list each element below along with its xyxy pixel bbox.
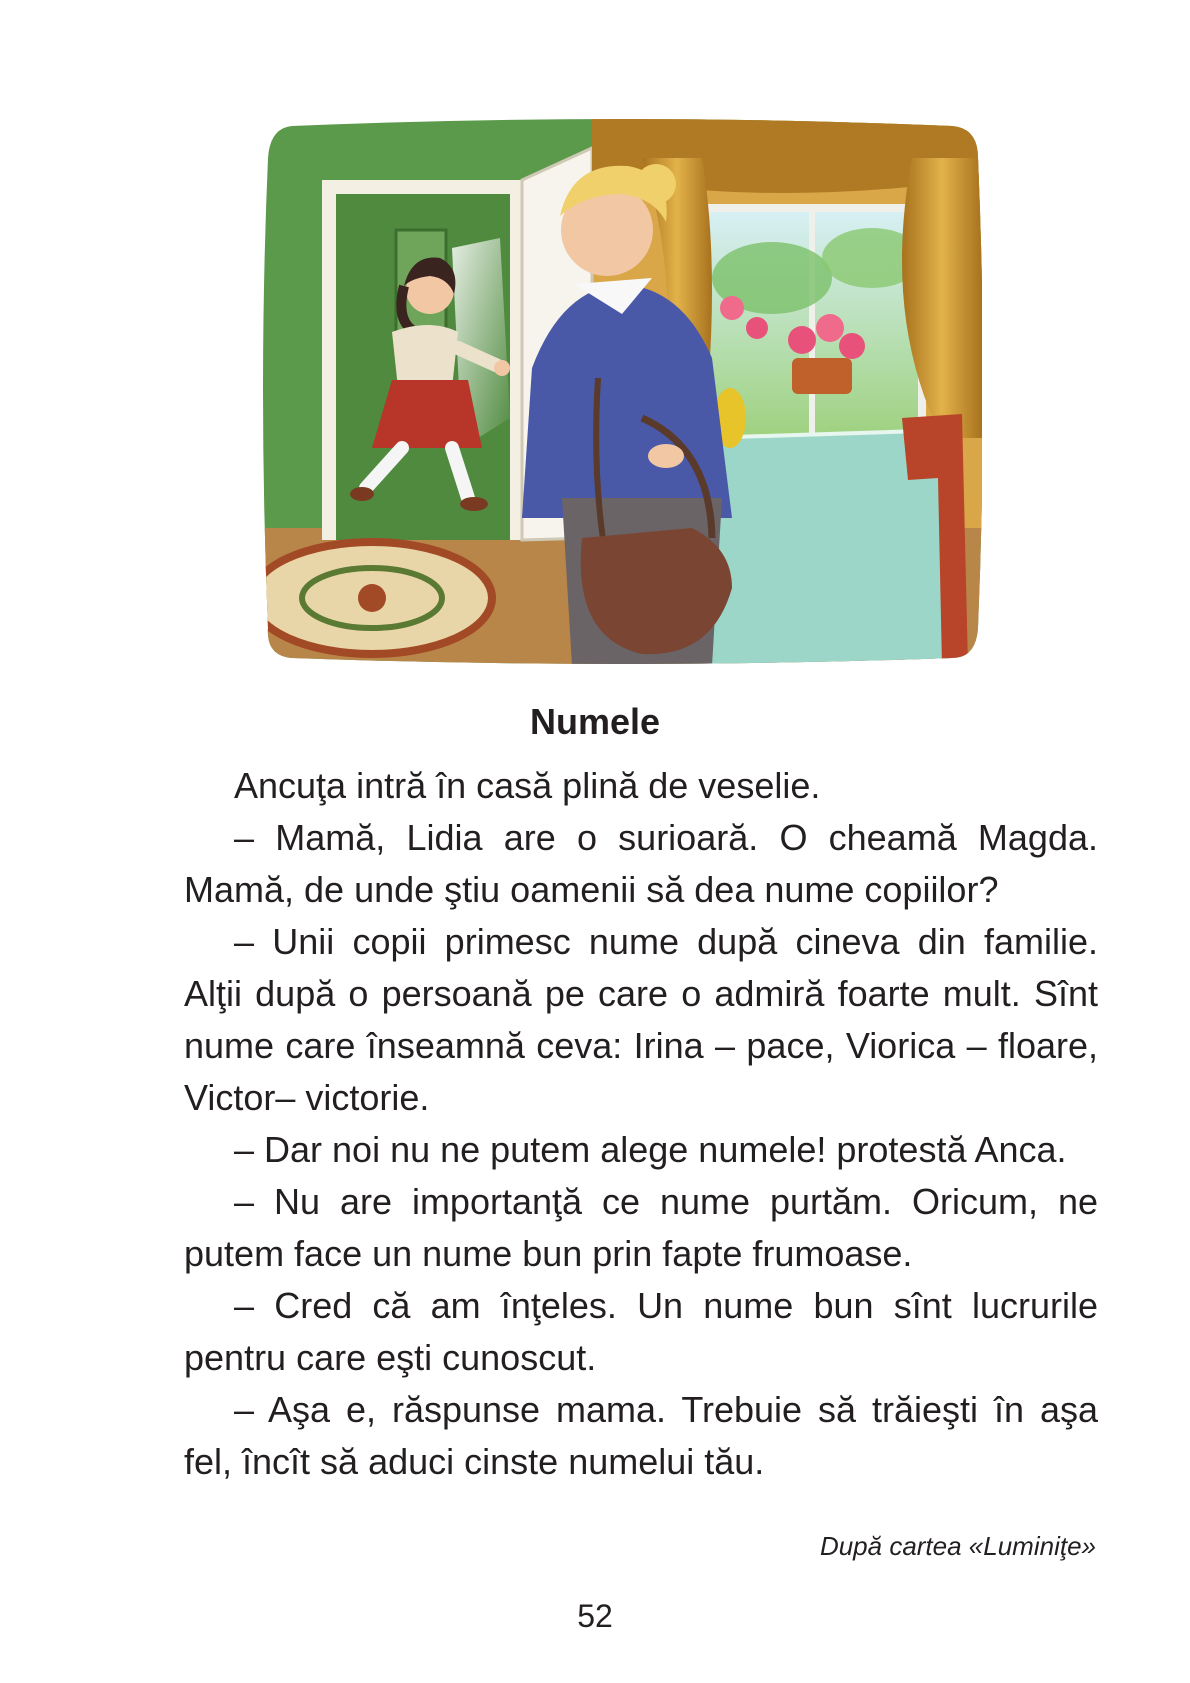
paragraph-2: – Mamă, Lidia are o surioară. O cheamă Magda. Mamă, de unde ştiu oamenii să dea nume copiilor? [184, 817, 1098, 910]
story-text [184, 760, 1098, 1488]
paragraph-4: – Dar noi nu ne putem alege numele! protestă Anca. [234, 1129, 1067, 1170]
story-title: Numele [529, 701, 661, 742]
source-attribution: După cartea «Luminiţe» [819, 1531, 1096, 1561]
paragraph-5: – Nu are importanţă ce nume purtăm. Oricum, ne putem face un nume bun prin fapte frumoase. [184, 1181, 1098, 1274]
illustration-scene [262, 118, 982, 666]
paragraph-1: Ancuţa intră în casă plină de veselie. [234, 765, 821, 806]
page-number: 52 [577, 1598, 613, 1634]
paragraph-7: – Aşa e, răspunse mama. Trebuie să trăieşti în aşa fel, încît să aduci cinste numelui tău. [184, 1389, 1098, 1482]
paragraph-3: – Unii copii primesc nume după cineva din familie. Alţii după o persoană pe care o admiră foarte mult. Sînt nume care înseamnă ceva: Irina – pace, Viorica – floare, Victor– victorie. [184, 921, 1098, 1118]
flower-pot [792, 358, 852, 394]
story-illustration [262, 118, 982, 666]
paragraph-6: – Cred că am înţeles. Un nume bun sînt lucrurile pentru care eşti cunoscut. [184, 1285, 1098, 1378]
